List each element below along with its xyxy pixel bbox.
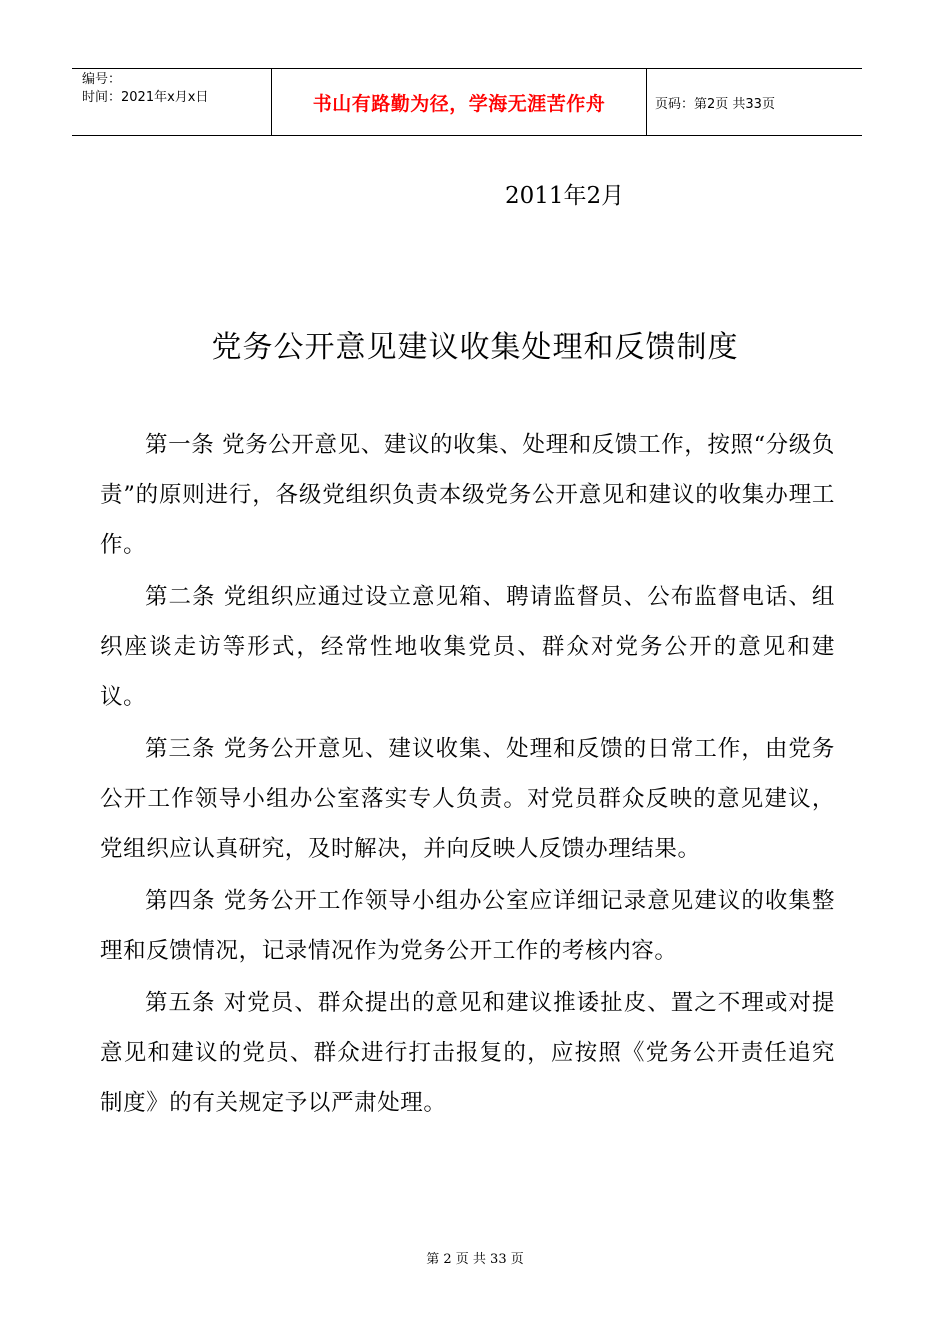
document-time-label: 时间：2021年x月x日 <box>82 90 209 105</box>
header-motto: 书山有路勤为径，学海无涯苦作舟 <box>312 92 606 115</box>
document-title: 党务公开意见建议收集处理和反馈制度 <box>211 330 739 365</box>
article-2: 第二条 党组织应通过设立意见箱、聘请监督员、公布监督电话、组织座谈走访等形式，经常性地收集党员、群众对党务公开的意见和建议。 <box>100 584 835 710</box>
article-5: 第五条 对党员、群众提出的意见和建议推诿扯皮、置之不理或对提意见和建议的党员、群众进行打击报复的，应按照《党务公开责任追究制度》的有关规定予以严肃处理。 <box>100 990 835 1116</box>
page-footer: 第 2 页 共 33 页 <box>426 1252 524 1267</box>
header-page-info-cell <box>647 69 862 135</box>
article-3: 第三条 党务公开意见、建议收集、处理和反馈的日常工作，由党务公开工作领导小组办公室落实专人负责。对党员群众反映的意见建议，党组织应认真研究，及时解决，并向反映人反馈办理结果。 <box>100 736 835 862</box>
article-4: 第四条 党务公开工作领导小组办公室应详细记录意见建议的收集整理和反馈情况，记录情况作为党务公开工作的考核内容。 <box>100 888 835 964</box>
page-header <box>72 68 862 136</box>
document-number-label: 编号： <box>82 72 122 87</box>
document-body <box>100 420 835 1130</box>
header-meta <box>72 69 272 135</box>
article-1: 第一条 党务公开意见、建议的收集、处理和反馈工作，按照“分级负责”的原则进行，各级党组织负责本级党务公开意见和建议的收集办理工作。 <box>100 432 835 558</box>
header-page-info: 页码：第2页 共33页 <box>655 96 775 112</box>
header-motto-cell <box>272 69 647 135</box>
document-date: 2011年2月 <box>505 183 625 209</box>
